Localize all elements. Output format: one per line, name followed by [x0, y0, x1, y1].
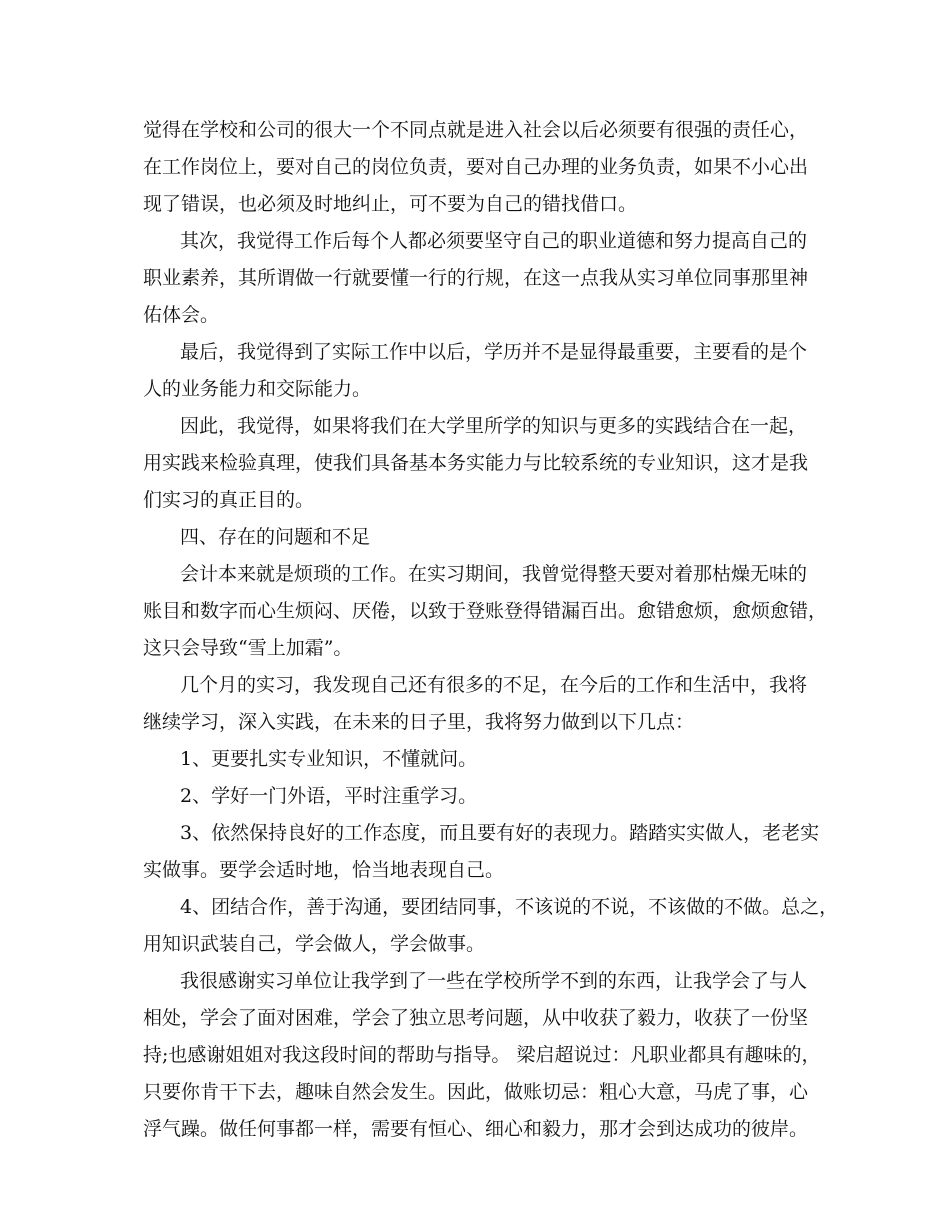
text-line: 职业素养，其所谓做一行就要懂一行的行规，在这一点我从实习单位同事那里神 — [143, 267, 809, 289]
text-line: 继续学习，深入实践，在未来的日子里，我将努力做到以下几点： — [143, 711, 695, 733]
text-line: 我很感谢实习单位让我学到了一些在学校所学不到的东西，让我学会了与人 — [180, 970, 808, 992]
text-line: 账目和数字而心生烦闷、厌倦，以致于登账登得错漏百出。愈错愈烦，愈烦愈错， — [143, 600, 828, 622]
list-item: 3、依然保持良好的工作态度，而且要有好的表现力。踏踏实实做人，老老实 — [180, 822, 820, 844]
text-line: 现了错误，也必须及时地纠止，可不要为自己的错找借口。 — [143, 193, 638, 215]
text-line: 最后，我觉得到了实际工作中以后，学历并不是显得最重要，主要看的是个 — [180, 341, 808, 363]
list-item: 1、更要扎实专业知识，不懂就问。 — [180, 748, 478, 770]
text-line: 因此，我觉得，如果将我们在大学里所学的知识与更多的实践结合在一起， — [180, 415, 808, 437]
text-line: 觉得在学校和公司的很大一个不同点就是进入社会以后必须要有很强的责任心， — [143, 119, 809, 141]
text-line: 人的业务能力和交际能力。 — [143, 378, 372, 400]
text-line: 相处，学会了面对困难，学会了独立思考问题，从中收获了毅力，收获了一份坚 — [143, 1007, 809, 1029]
text-line: 们实习的真正目的。 — [143, 489, 315, 511]
list-item: 4、团结合作，善于沟通，要团结同事，不该说的不说，不该做的不做。总之， — [180, 896, 839, 918]
text-line: 实做事。要学会适时地，恰当地表现自己。 — [143, 859, 505, 881]
text-line: 在工作岗位上，要对自己的岗位负责，要对自己办理的业务负责，如果不小心出 — [143, 156, 809, 178]
text-line: 其次，我觉得工作后每个人都必须要坚守自己的职业道德和努力提高自己的 — [180, 230, 808, 252]
text-line: 用知识武装自己，学会做人，学会做事。 — [143, 933, 486, 955]
text-line: 佑体会。 — [143, 304, 220, 326]
text-line: 只要你肯干下去，趣味自然会发生。因此，做账切忌：粗心大意，马虎了事，心 — [143, 1081, 809, 1103]
list-item: 2、学好一门外语，平时注重学习。 — [180, 785, 478, 807]
section-heading: 四、存在的问题和不足 — [180, 526, 371, 548]
text-line: 用实践来检验真理，使我们具备基本务实能力与比较系统的专业知识，这才是我 — [143, 452, 809, 474]
text-line: 几个月的实习，我发现自己还有很多的不足，在今后的工作和生活中，我将 — [180, 674, 808, 696]
text-line: 这只会导致“雪上加霜”。 — [143, 637, 353, 659]
text-line: 持;也感谢姐姐对我这段时间的帮助与指导。 梁启超说过：凡职业都具有趣味的， — [143, 1044, 821, 1066]
text-line: 浮气躁。做任何事都一样，需要有恒心、细心和毅力，那才会到达成功的彼岸。 — [143, 1118, 809, 1140]
text-line: 会计本来就是烦琐的工作。在实习期间，我曾觉得整天要对着那枯燥无味的 — [180, 563, 808, 585]
